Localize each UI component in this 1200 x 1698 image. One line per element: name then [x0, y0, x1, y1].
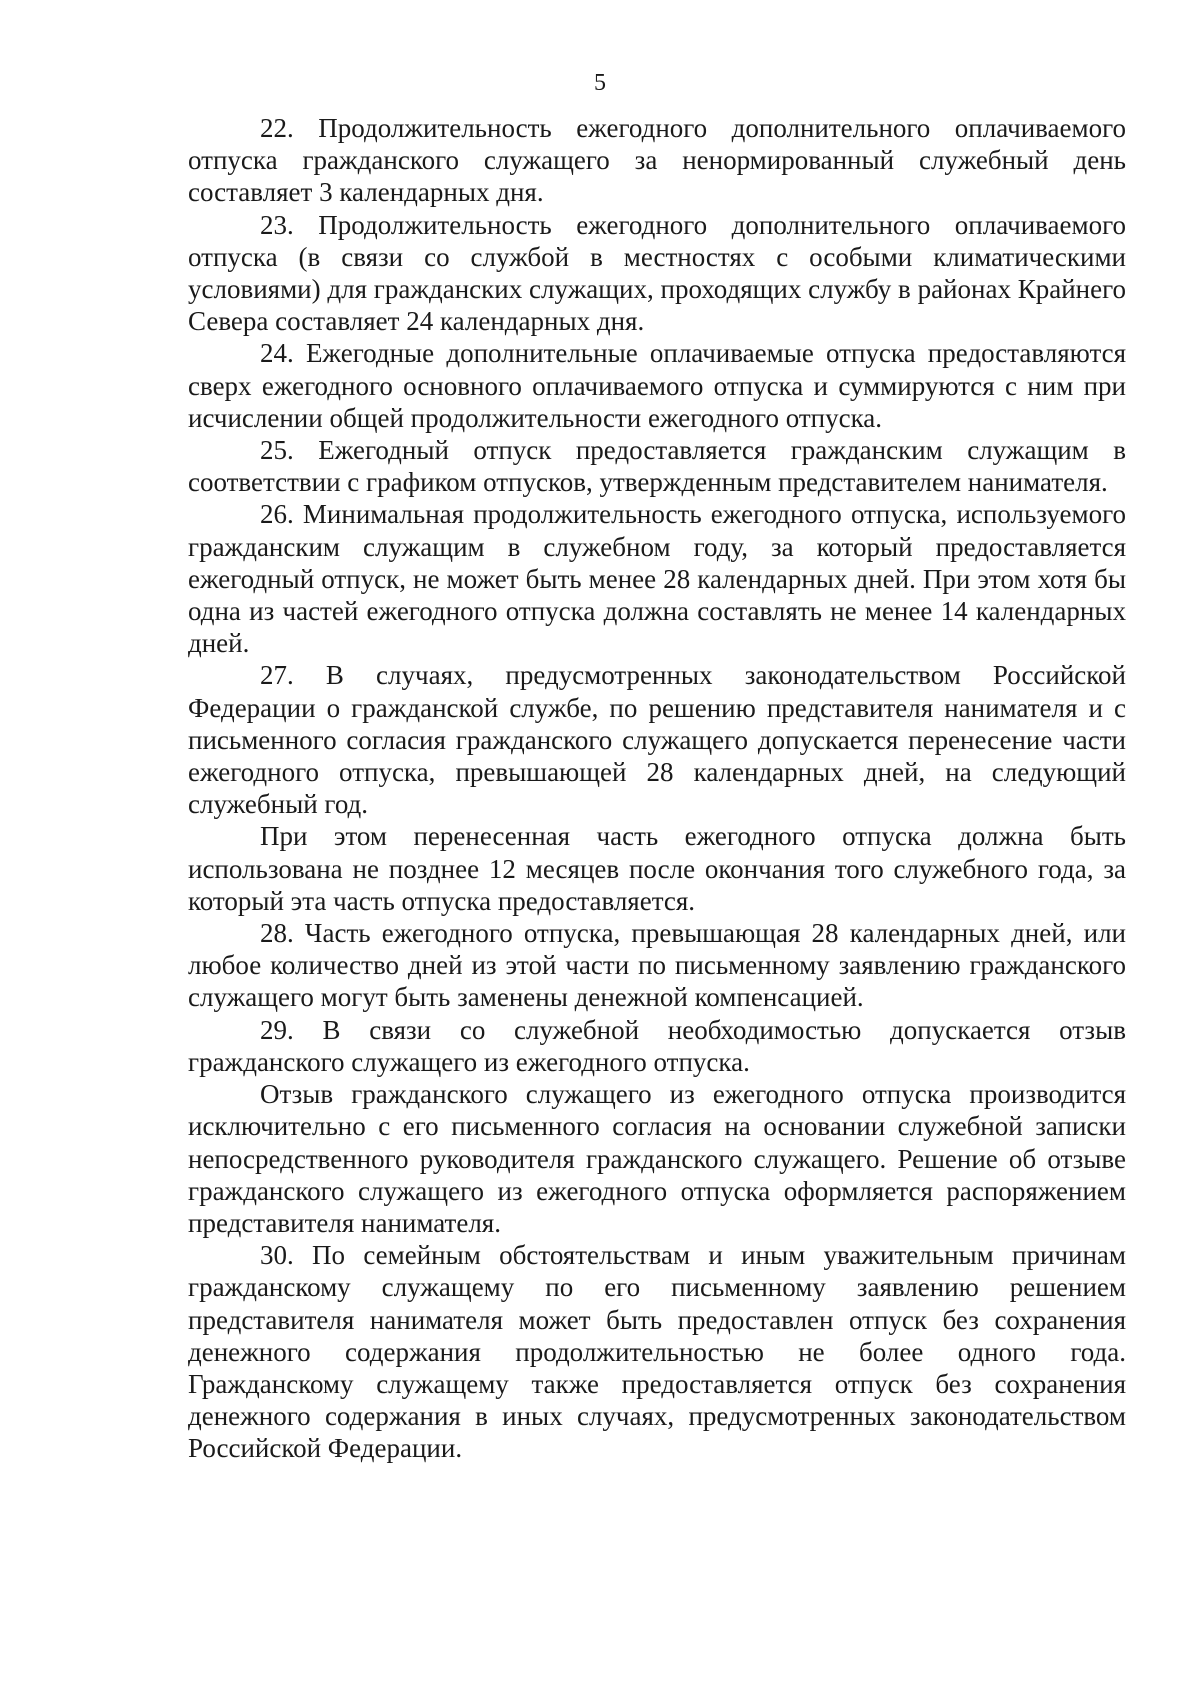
paragraph-29: 29. В связи со служебной необходимостью допускается отзыв гражданского служащего из ежегодного отпуска.: [188, 1014, 1126, 1077]
paragraph-27-continuation: При этом перенесенная часть ежегодного отпуска должна быть использована не позднее 12 месяцев после окончания того служебного года, за который эта часть отпуска предоставляется.: [188, 821, 1126, 916]
document-body: [188, 112, 1126, 1465]
paragraph-26: 26. Минимальная продолжительность ежегодного отпуска, используемого гражданским служащим в служебном году, за который предоставляется ежегодный отпуск, не может быть менее 28 календарных дней. При этом хотя бы одна из частей ежегодного отпуска должна составлять не менее 14 календарных дней.: [188, 499, 1126, 659]
paragraph-27: 27. В случаях, предусмотренных законодательством Российской Федерации о гражданской службе, по решению представителя нанимателя и с письменного согласия гражданского служащего допускается перенесение части ежегодного отпуска, превышающей 28 календарных дней, на следующий служебный год.: [188, 660, 1126, 820]
paragraph-25: 25. Ежегодный отпуск предоставляется гражданским служащим в соответствии с графиком отпусков, утвержденным представителем нанимателя.: [188, 435, 1126, 498]
paragraph-24: 24. Ежегодные дополнительные оплачиваемые отпуска предоставляются сверх ежегодного основного оплачиваемого отпуска и суммируются с ним при исчислении общей продолжительности ежегодного отпуска.: [188, 338, 1126, 433]
paragraph-30: 30. По семейным обстоятельствам и иным уважительным причинам гражданскому служащему по его письменному заявлению решением представителя нанимателя может быть предоставлен отпуск без сохранения денежного содержания продолжительностью не более одного года. Гражданскому служащему также предоставляется отпуск без сохранения денежного содержания в иных случаях, предусмотренных законодательством Российской Федерации.: [188, 1240, 1126, 1464]
paragraph-23: 23. Продолжительность ежегодного дополнительного оплачиваемого отпуска (в связи со службой в местностях с особыми климатическими условиями) для гражданских служащих, проходящих службу в районах Крайнего Севера составляет 24 календарных дня.: [188, 209, 1126, 337]
paragraph-29-continuation: Отзыв гражданского служащего из ежегодного отпуска производится исключительно с его письменного согласия на основании служебной записки непосредственного руководителя гражданского служащего. Решение об отзыве гражданского служащего из ежегодного отпуска оформляется распоряжением представителя нанимателя.: [188, 1079, 1126, 1238]
paragraph-22: 22. Продолжительность ежегодного дополнительного оплачиваемого отпуска гражданского служащего за ненормированный служебный день составляет 3 календарных дня.: [188, 113, 1126, 208]
paragraph-28: 28. Часть ежегодного отпуска, превышающая 28 календарных дней, или любое количество дней из этой части по письменному заявлению гражданского служащего могут быть заменены денежной компенсацией.: [188, 918, 1126, 1013]
page-number: 5: [594, 70, 606, 96]
